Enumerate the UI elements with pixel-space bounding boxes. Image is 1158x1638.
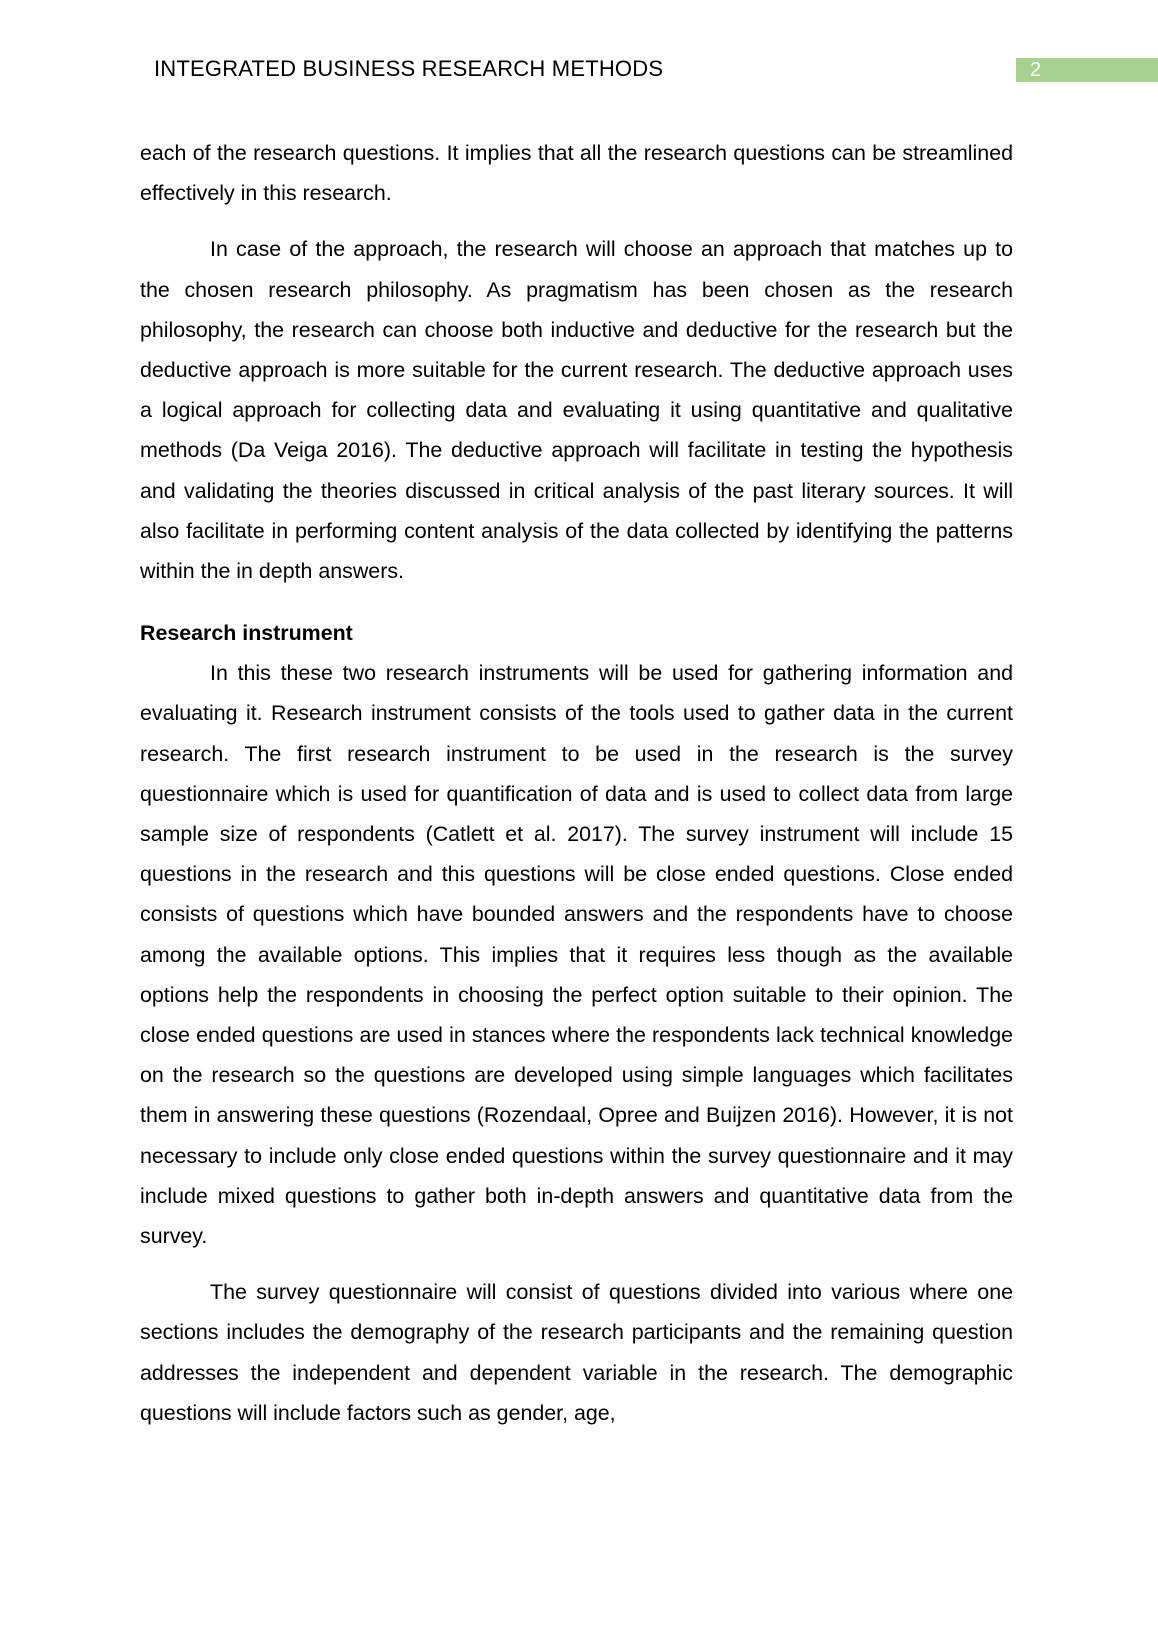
paragraph-survey-questionnaire: The survey questionnaire will consist of questions divided into various where one sections includes the demography of the research participants and the remaining question addresses the independent and dependent variable in the research. The demographic questions will include factors such as gender, age, xyxy=(140,1280,1013,1425)
section-heading-research-instrument: Research instrument xyxy=(140,621,353,646)
paragraph-research-approach: In case of the approach, the research will choose an approach that matches up to the chosen research philosophy. As pragmatism has been chosen as the research philosophy, the research can choose both inductive and deductive for the research but the deductive approach is more suitable for the current research. The deductive approach uses a logical approach for collecting data and evaluating it using quantitative and qualitative methods (Da Veiga 2016). The deductive approach will facilitate in testing the hypothesis and validating the theories discussed in critical analysis of the past literary sources. It will also facilitate in performing content analysis of the data collected by identifying the patterns within the in depth answers. xyxy=(140,237,1013,584)
document-body xyxy=(140,133,1013,1433)
paragraph-continuation: each of the research questions. It implies that all the research questions can be streamlined effectively in this research. xyxy=(140,141,1013,206)
running-header-title: INTEGRATED BUSINESS RESEARCH METHODS xyxy=(154,56,664,81)
paragraph-research-instrument: In this these two research instruments will be used for gathering information and evaluating it. Research instrument consists of the tools used to gather data in the current research. The first research instrument to be used in the research is the survey questionnaire which is used for quantification of data and is used to collect data from large sample size of respondents (Catlett et al. 2017). The survey instrument will include 15 questions in the research and this questions will be close ended questions. Close ended consists of questions which have bounded answers and the respondents have to choose among the available options. This implies that it requires less though as the available options help the respondents in choosing the perfect option suitable to their opinion. The close ended questions are used in stances where the respondents lack technical knowledge on the research so the questions are developed using simple languages which facilitates them in answering these questions (Rozendaal, Opree and Buijzen 2016). However, it is not necessary to include only close ended questions within the survey questionnaire and it may include mixed questions to gather both in-depth answers and quantitative data from the survey. xyxy=(140,661,1013,1249)
page-number: 2 xyxy=(1016,58,1158,82)
